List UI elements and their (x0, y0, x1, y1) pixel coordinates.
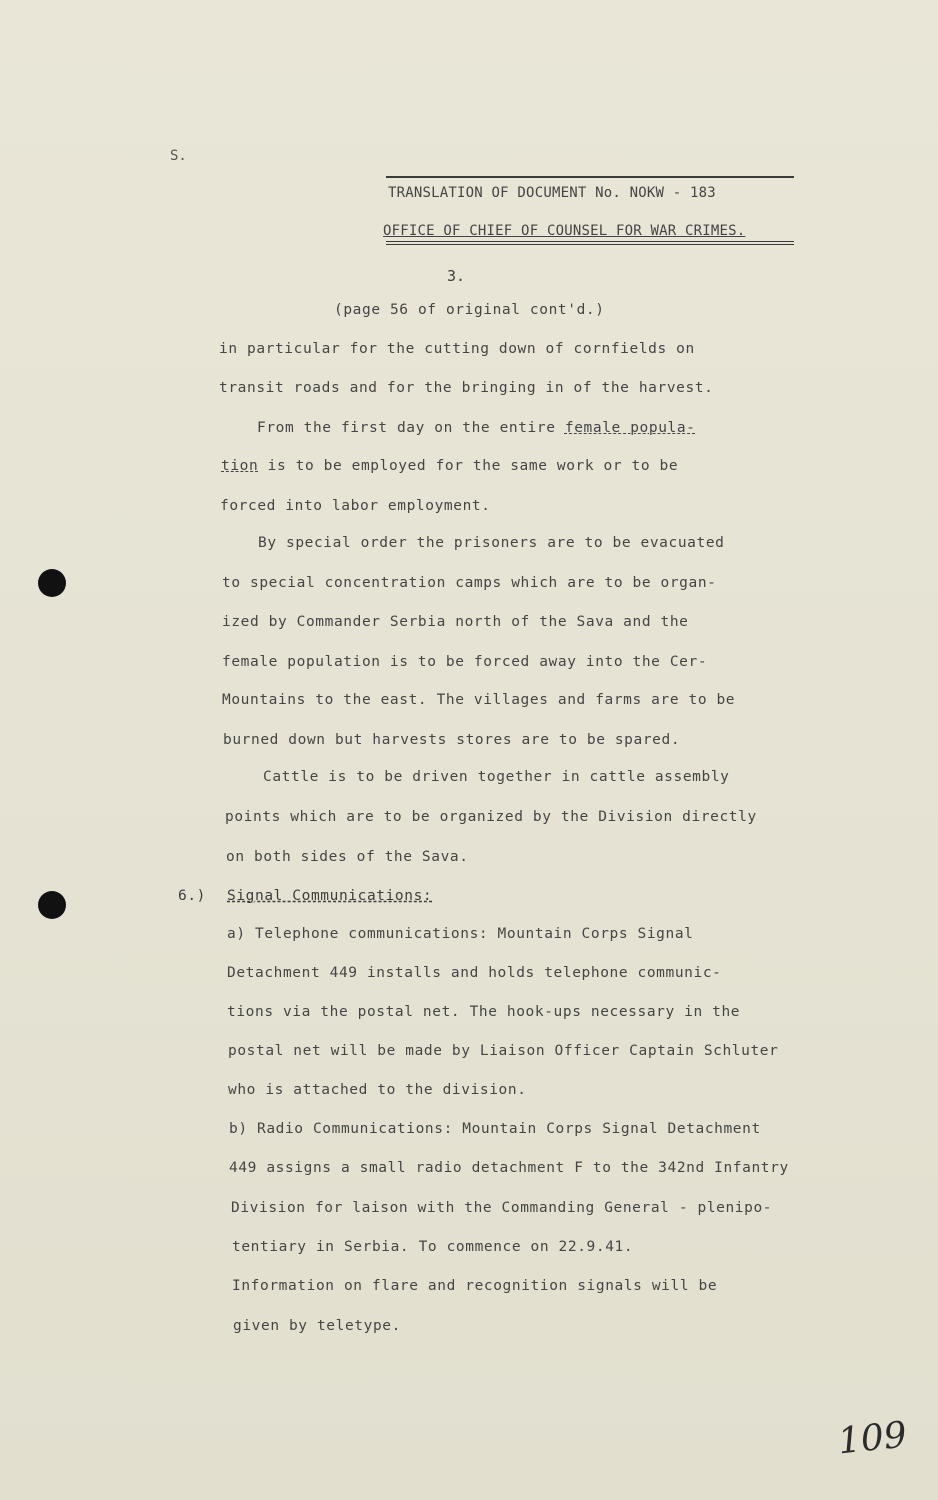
punch-hole-lower (38, 891, 66, 919)
page-number: 3. (447, 267, 466, 285)
section-line: given by teletype. (233, 1318, 401, 1334)
text-line: Cattle is to be driven together in cattle assembly (263, 769, 730, 785)
document-number-line: TRANSLATION OF DOCUMENT No. NOKW - 183 (388, 185, 716, 201)
text-segment: is to be employed for the same work or to be (258, 458, 679, 474)
punch-hole-upper (38, 569, 66, 597)
text-line: on both sides of the Sava. (226, 849, 469, 865)
section-line: tentiary in Serbia. To commence on 22.9.41. (232, 1239, 634, 1255)
text-line: forced into labor employment. (220, 498, 491, 514)
section-line: b) Radio Communications: Mountain Corps Signal Detachment (229, 1121, 761, 1137)
text-line: in particular for the cutting down of cornfields on (219, 341, 695, 357)
text-line: Mountains to the east. The villages and farms are to be (222, 692, 736, 708)
section-line: Information on flare and recognition signals will be (232, 1278, 718, 1294)
text-line: female population is to be forced away into the Cer- (222, 654, 708, 670)
text-line: burned down but harvests stores are to be spared. (223, 732, 681, 748)
section-number: 6.) (178, 888, 206, 904)
section-line: tions via the postal net. The hook-ups necessary in the (227, 1004, 741, 1020)
text-line: By special order the prisoners are to be evacuated (258, 535, 725, 551)
text-segment: From the first day on the entire (257, 420, 565, 436)
text-line: ized by Commander Serbia north of the Sava and the (222, 614, 689, 630)
section-line: Detachment 449 installs and holds telephone communic- (227, 965, 722, 981)
text-line: to special concentration camps which are to be organ- (222, 575, 717, 591)
section-title: Signal Communications: (227, 888, 433, 904)
underlined-phrase: tion (221, 458, 259, 474)
section-line: 449 assigns a small radio detachment F to the 342nd Infantry (229, 1160, 789, 1176)
section-line: a) Telephone communications: Mountain Corps Signal (227, 926, 694, 942)
text-line (257, 420, 696, 436)
handwritten-folio-number: 109 (836, 1414, 909, 1463)
corner-mark: S. (170, 148, 187, 164)
section-line: Division for laison with the Commanding General - plenipo- (231, 1200, 773, 1216)
header-double-rule (386, 241, 794, 245)
underlined-phrase: female popula- (564, 420, 696, 436)
section-line: who is attached to the division. (228, 1082, 527, 1098)
text-line: transit roads and for the bringing in of the harvest. (219, 380, 714, 396)
text-line: points which are to be organized by the Division directly (225, 809, 757, 825)
text-line: (page 56 of original cont'd.) (334, 302, 605, 318)
header-top-rule (386, 176, 794, 178)
section-line: postal net will be made by Liaison Officer Captain Schluter (228, 1043, 779, 1059)
office-line: OFFICE OF CHIEF OF COUNSEL FOR WAR CRIMES. (383, 223, 746, 239)
text-line (221, 458, 678, 474)
